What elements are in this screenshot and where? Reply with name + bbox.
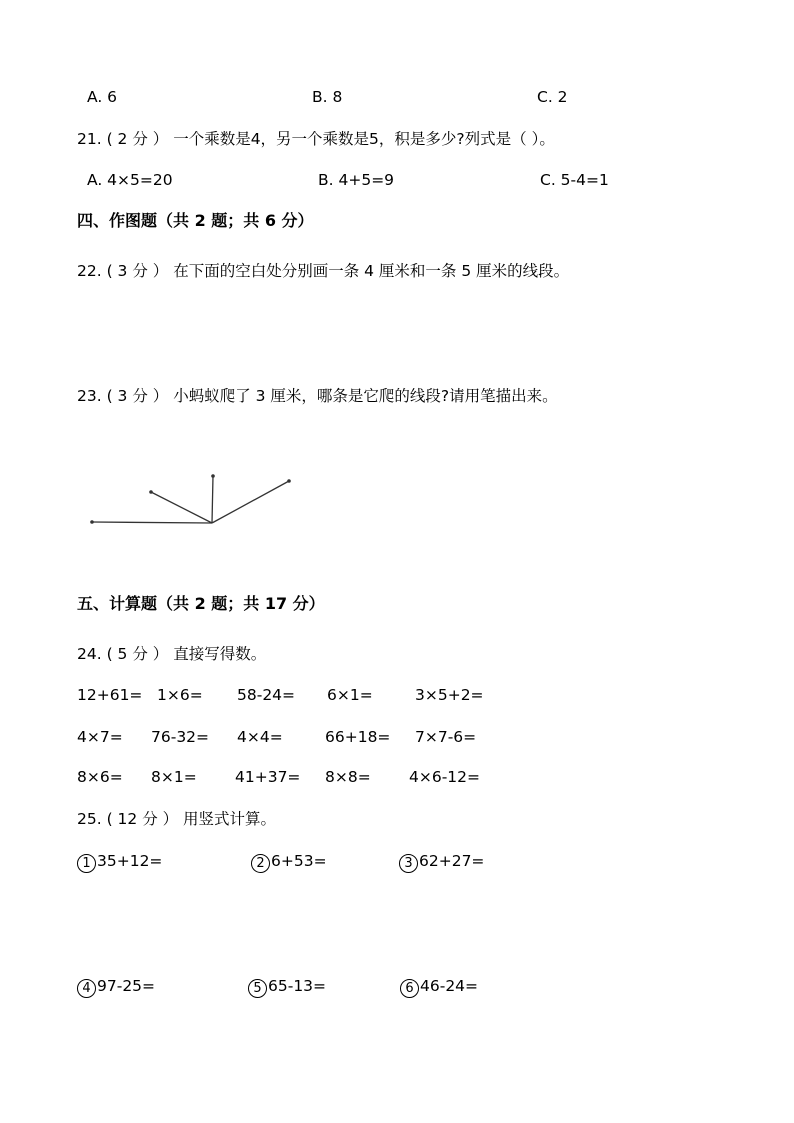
q24-stem: 24. ( 5 分 ） 直接写得数。	[77, 645, 267, 663]
circled-number: 6	[400, 979, 419, 998]
circled-number: 5	[248, 979, 267, 998]
q21-stem: 21. ( 2 分 ） 一个乘数是4，另一个乘数是5，积是多少?列式是（ ）。	[77, 130, 555, 148]
segment-left-diagonal	[151, 492, 212, 523]
circled-number: 2	[251, 854, 270, 873]
segment-endpoint	[149, 490, 153, 494]
q25-expr: 6+53=	[271, 852, 327, 870]
segment-horizontal	[92, 522, 212, 523]
q21-option-b: B. 4+5=9	[318, 171, 395, 189]
q21-option-a: A. 4×5=20	[87, 171, 173, 189]
circled-number: 4	[77, 979, 96, 998]
q24-item: 4×7=	[77, 728, 123, 746]
section-5-title: 五、计算题（共 2 题；共 17 分）	[77, 594, 325, 613]
q24-item: 4×6-12=	[409, 768, 481, 786]
q25-item-5	[248, 976, 326, 998]
q24-item: 7×7-6=	[415, 728, 477, 746]
segment-endpoint	[287, 479, 291, 483]
q25-expr: 65-13=	[268, 977, 327, 995]
q25-item-1	[77, 851, 162, 873]
q24-item: 8×8=	[325, 768, 371, 786]
q20-option-b: B. 8	[312, 88, 343, 106]
q25-expr: 46-24=	[420, 977, 479, 995]
q24-item: 58-24=	[237, 686, 296, 704]
q24-item: 3×5+2=	[415, 686, 484, 704]
line-segments-figure	[85, 468, 315, 543]
segment-vertical	[212, 476, 213, 523]
q24-item: 8×6=	[77, 768, 123, 786]
section-4-title: 四、作图题（共 2 题；共 6 分）	[77, 211, 314, 230]
q24-item: 6×1=	[327, 686, 373, 704]
q24-item: 66+18=	[325, 728, 391, 746]
q25-expr: 62+27=	[419, 852, 485, 870]
segment-endpoint	[211, 474, 215, 478]
segment-right-diagonal	[212, 481, 289, 523]
q25-item-4	[77, 976, 155, 998]
q21-option-c: C. 5-4=1	[540, 171, 609, 189]
q20-option-a: A. 6	[87, 88, 118, 106]
q25-expr: 97-25=	[97, 977, 156, 995]
q25-expr: 35+12=	[97, 852, 163, 870]
q22-stem: 22. ( 3 分 ） 在下面的空白处分别画一条 4 厘米和一条 5 厘米的线段。	[77, 262, 570, 280]
q24-item: 76-32=	[151, 728, 210, 746]
circled-number: 1	[77, 854, 96, 873]
q20-option-c: C. 2	[537, 88, 568, 106]
q24-item: 8×1=	[151, 768, 197, 786]
segment-endpoint	[90, 520, 94, 524]
q24-item: 12+61=	[77, 686, 143, 704]
circled-number: 3	[399, 854, 418, 873]
q25-item-3	[399, 851, 484, 873]
q25-item-6	[400, 976, 478, 998]
q24-item: 4×4=	[237, 728, 283, 746]
q24-item: 1×6=	[157, 686, 203, 704]
q23-stem: 23. ( 3 分 ） 小蚂蚁爬了 3 厘米，哪条是它爬的线段?请用笔描出来。	[77, 387, 558, 405]
q25-item-2	[251, 851, 327, 873]
q24-item: 41+37=	[235, 768, 301, 786]
q25-stem: 25. ( 12 分 ） 用竖式计算。	[77, 810, 277, 828]
